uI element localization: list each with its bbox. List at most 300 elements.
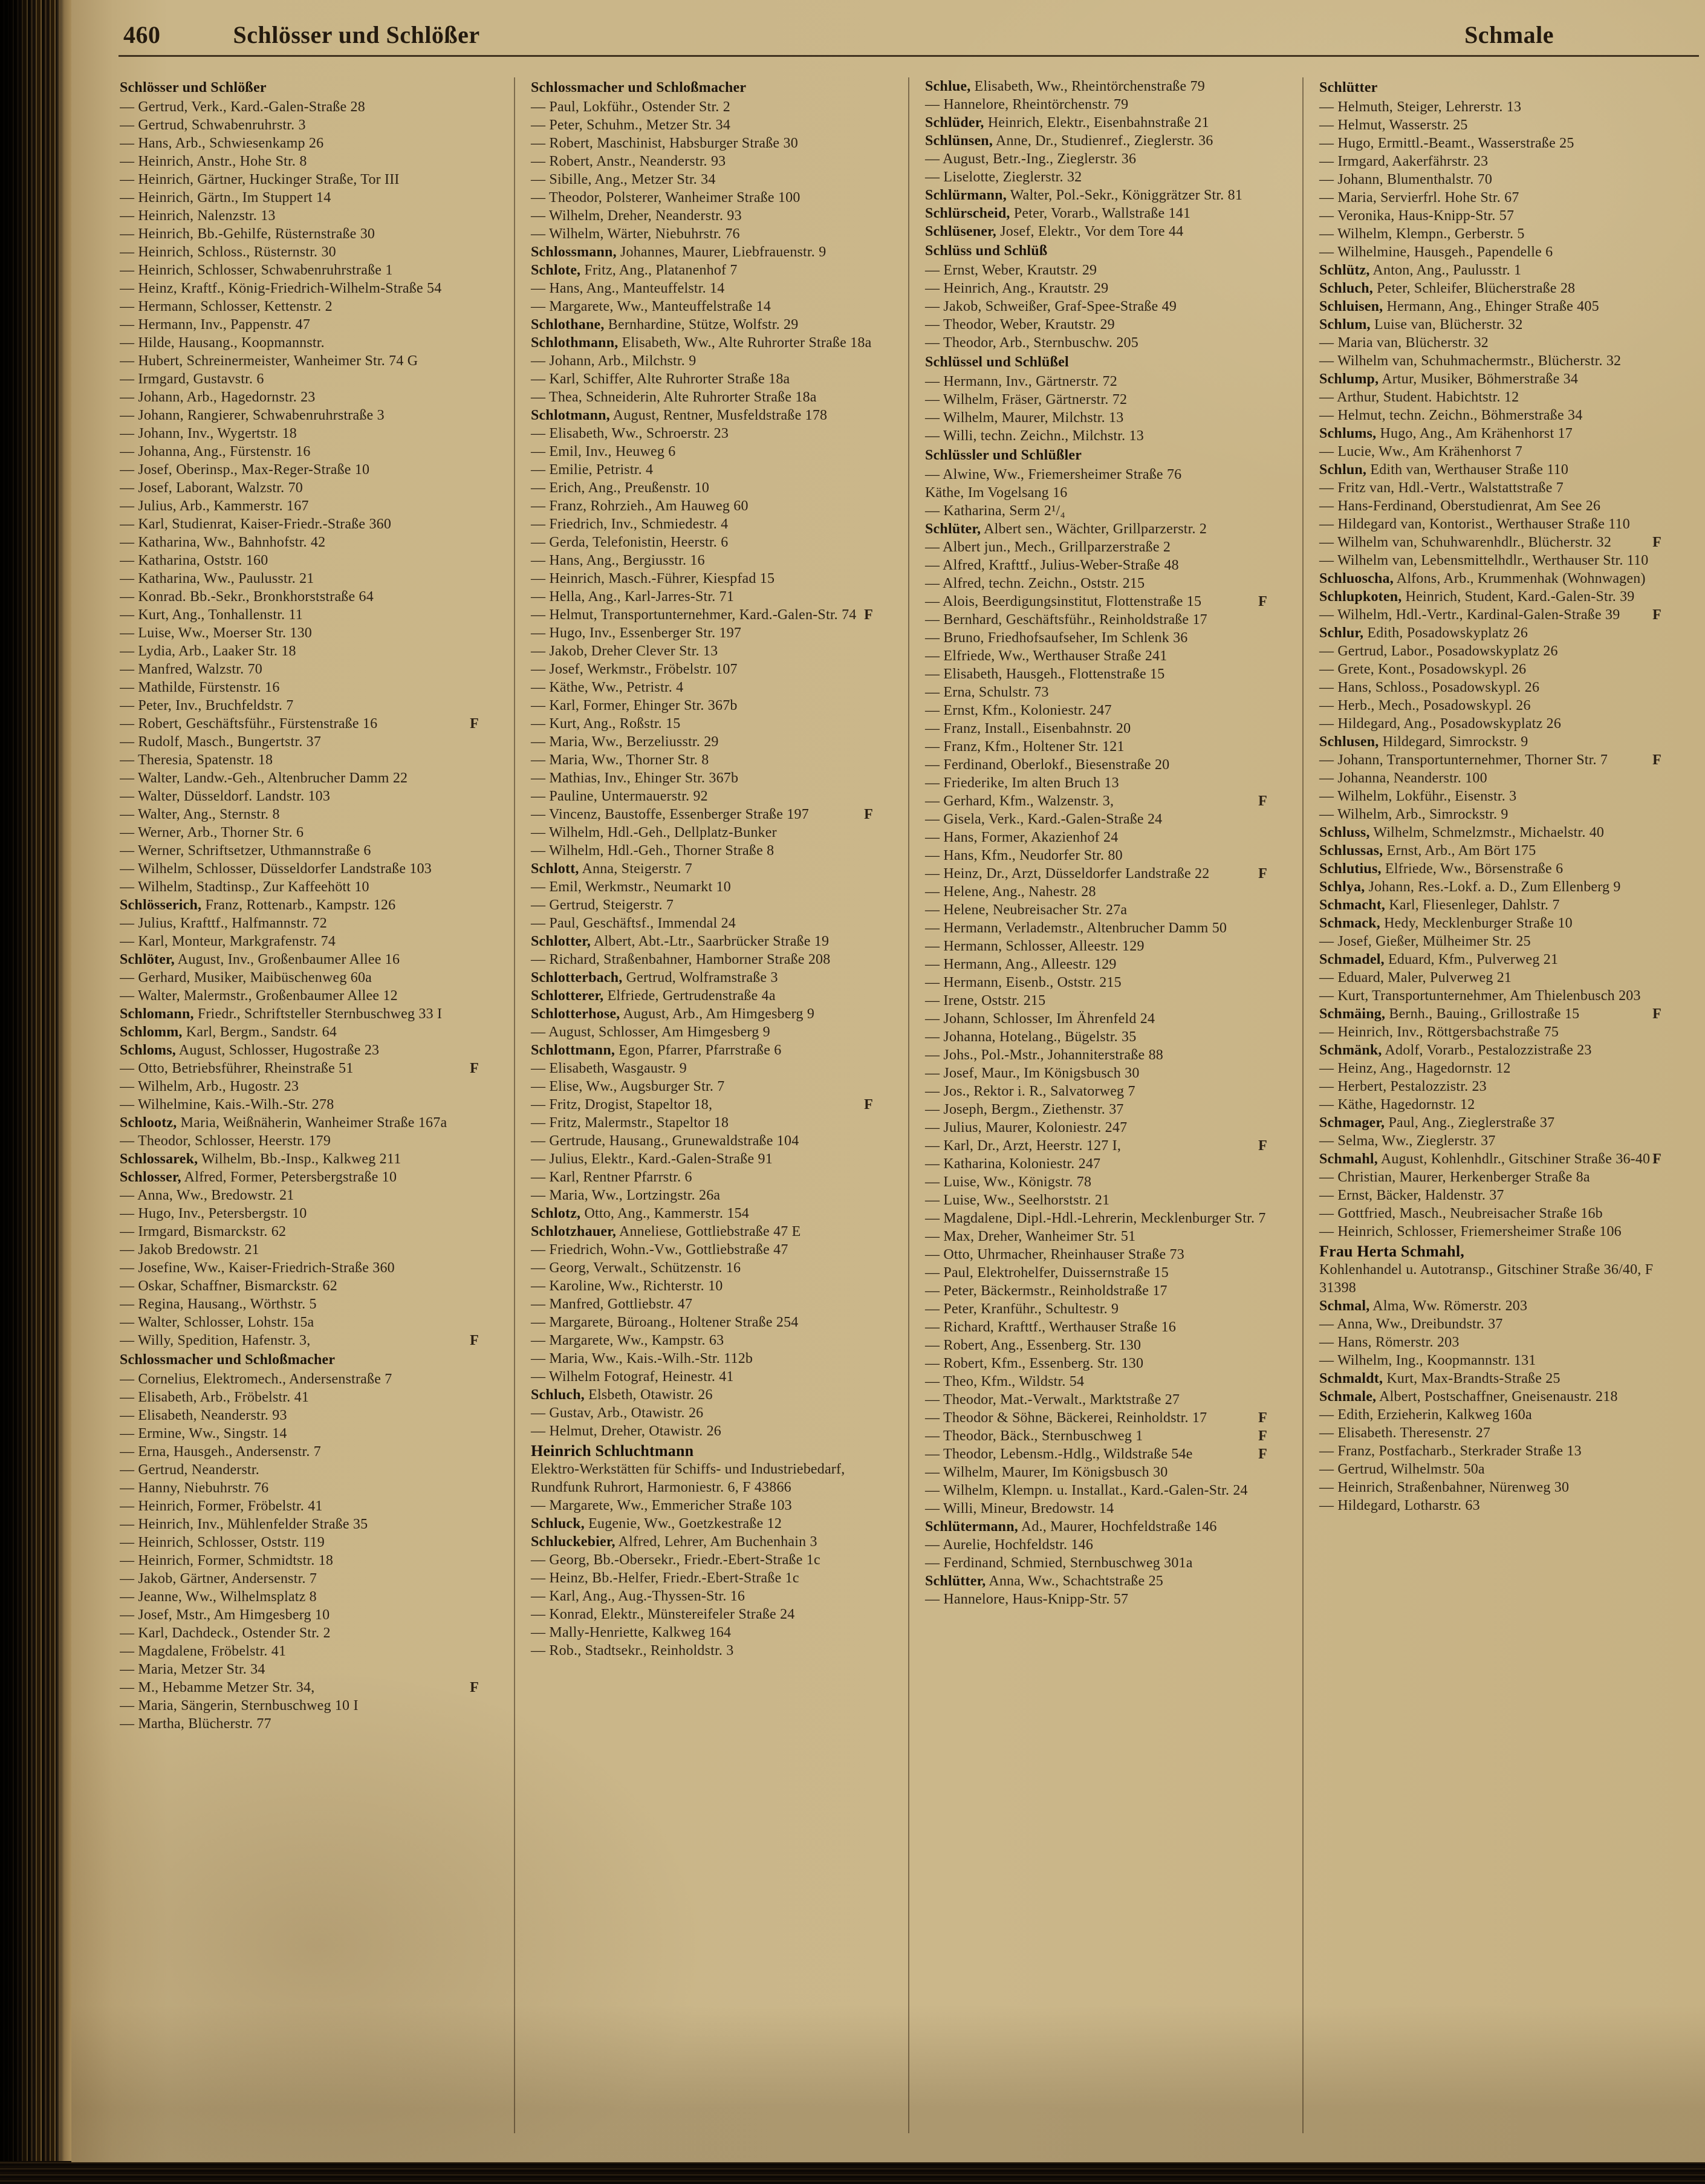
directory-entry: — Margarete, Ww., Manteuffelstraße 14	[531, 299, 771, 314]
directory-entry: — Magdalene, Fröbelstr. 41	[120, 1643, 287, 1659]
directory-entry: Schmale, Albert, Postschaffner, Gneisenaustr. 218	[1319, 1389, 1618, 1405]
directory-entry: — Heinz, Ang., Hagedornstr. 12	[1319, 1061, 1511, 1076]
directory-entry: — Richard, Krafttf., Werthauser Straße 16	[925, 1319, 1177, 1335]
directory-entry: — Hermann, Inv., Pappenstr. 47	[120, 317, 311, 333]
directory-entry: — Helmut, techn. Zeichn., Böhmerstraße 34	[1319, 408, 1583, 423]
directory-entry: — Helene, Ang., Nahestr. 28	[925, 884, 1096, 900]
surname: Schlürscheid,	[925, 206, 1010, 221]
directory-entry: — Theresia, Spatenstr. 18	[120, 752, 273, 768]
column-1	[120, 77, 514, 2133]
telephone-marker: F	[864, 607, 873, 623]
directory-entry: — Otto, Betriebsführer, Rheinstraße 51 F	[120, 1061, 479, 1076]
directory-entry: — Hans, Ang., Manteuffelstr. 14	[531, 281, 725, 296]
directory-entry: — Willi, Mineur, Bredowstr. 14	[925, 1501, 1114, 1516]
directory-entry: — Friedrich, Wohn.-Vw., Gottliebstraße 47	[531, 1242, 788, 1258]
telephone-marker: F	[1258, 1446, 1267, 1462]
directory-entry: — Wilhelm, Maurer, Im Königsbusch 30	[925, 1464, 1168, 1480]
directory-entry: — Erna, Schulstr. 73	[925, 684, 1049, 700]
directory-entry: — Hannelore, Rheintörchenstr. 79	[925, 97, 1129, 112]
directory-entry: — Otto, Uhrmacher, Rheinhauser Straße 73	[925, 1247, 1184, 1263]
directory-entry: Schmal, Alma, Ww. Römerstr. 203	[1319, 1298, 1528, 1314]
directory-entry: — Hans, Ang., Bergiusstr. 16	[531, 553, 705, 568]
surname: Schlum,	[1319, 317, 1371, 333]
directory-entry: — Albert jun., Mech., Grillparzerstraße 2	[925, 539, 1171, 555]
directory-entry: Schluoscha, Alfons, Arb., Krummenhak (Wohnwagen)	[1319, 571, 1646, 587]
book-bottom-page-edges	[0, 2161, 1705, 2184]
telephone-marker: F	[1258, 1410, 1267, 1426]
directory-entry: — Margarete, Ww., Kampstr. 63	[531, 1333, 724, 1348]
directory-entry: — Heinrich, Anstr., Hohe Str. 8	[120, 154, 307, 169]
display-entry-name: Frau Herta Schmahl,	[1319, 1243, 1464, 1260]
telephone-marker: F	[470, 716, 479, 732]
telephone-marker: F	[1258, 1138, 1267, 1154]
surname: Schlüsener,	[925, 224, 997, 239]
directory-entry: — Gertrud, Wilhelmstr. 50a	[1319, 1461, 1485, 1477]
directory-entry: Schlotmann, August, Rentner, Musfeldstraße 178	[531, 408, 828, 423]
directory-entry: Schlott, Anna, Steigerstr. 7	[531, 861, 692, 877]
directory-entry: — Hermann, Inv., Gärtnerstr. 72	[925, 374, 1117, 389]
directory-entry: — Vincenz, Baustoffe, Essenberger Straße 197 F	[531, 807, 873, 822]
directory-entry: — August, Betr.-Ing., Zieglerstr. 36	[925, 151, 1137, 167]
directory-entry: Schlutius, Elfriede, Ww., Börsenstraße 6	[1319, 861, 1564, 877]
directory-entry: Schlotz, Otto, Ang., Kammerstr. 154	[531, 1206, 749, 1221]
directory-entry: — Irene, Oststr. 215	[925, 993, 1046, 1009]
directory-entry: — Jeanne, Ww., Wilhelmsplatz 8	[120, 1589, 317, 1605]
directory-entry: — Julius, Arb., Kammerstr. 167	[120, 498, 309, 514]
directory-entry: — Maria, Ww., Thorner Str. 8	[531, 752, 709, 768]
directory-entry: Schlomm, Karl, Bergm., Sandstr. 64	[120, 1024, 337, 1040]
directory-entry: Schlösserich, Franz, Rottenarb., Kampstr. 126	[120, 897, 396, 913]
directory-entry: — Johann, Arb., Hagedornstr. 23	[120, 389, 316, 405]
directory-entry: — Edith, Erzieherin, Kalkweg 160a	[1319, 1407, 1532, 1423]
directory-entry: — Fritz, Malermstr., Stapeltor 18	[531, 1115, 729, 1131]
directory-entry: — Wilhelm van, Schuhmachermstr., Blücherstr. 32	[1319, 353, 1622, 369]
column-3	[908, 77, 1302, 2133]
surname: Schmacht,	[1319, 897, 1386, 913]
directory-entry: — Gertrud, Verk., Kard.-Galen-Straße 28	[120, 99, 365, 115]
telephone-marker: F	[1652, 752, 1661, 768]
telephone-marker: F	[470, 1680, 479, 1695]
directory-entry: — Wilhelm van, Lebensmittelhdlr., Werthauser Str. 110	[1319, 553, 1649, 568]
directory-entry: — Hubert, Schreinermeister, Wanheimer Str. 74 G	[120, 353, 418, 369]
directory-entry: — Hermann, Eisenb., Oststr. 215	[925, 975, 1122, 990]
directory-entry: — Eduard, Maler, Pulverweg 21	[1319, 970, 1512, 986]
directory-entry: — Franz, Install., Eisenbahnstr. 20	[925, 721, 1131, 736]
directory-entry: Schlüsener, Josef, Elektr., Vor dem Tore 44	[925, 224, 1184, 239]
telephone-marker: F	[1652, 535, 1661, 550]
directory-entry: — Grete, Kont., Posadowskypl. 26	[1319, 661, 1527, 677]
directory-entry: Schlöter, August, Inv., Großenbaumer Allee 16	[120, 952, 400, 967]
directory-entry: — Ferdinand, Oberlokf., Biesenstraße 20	[925, 757, 1170, 773]
directory-entry: — Elisabeth, Wasgaustr. 9	[531, 1061, 687, 1076]
surname-group-header: Schlüssel und Schlüßel	[925, 354, 1069, 370]
surname: Schmäing,	[1319, 1006, 1386, 1022]
directory-entry: Schmager, Paul, Ang., Zieglerstraße 37	[1319, 1115, 1555, 1131]
directory-entry: — Heinrich, Nalenzstr. 13	[120, 208, 276, 224]
directory-entry: — Julius, Maurer, Koloniestr. 247	[925, 1120, 1128, 1136]
directory-entry: — Wilhelm, Hdl.-Geh., Dellplatz-Bunker	[531, 825, 777, 840]
directory-entry: — Peter, Schuhm., Metzer Str. 34	[531, 117, 731, 133]
directory-entry: — Julius, Krafttf., Halfmannstr. 72	[120, 915, 327, 931]
directory-entry: — Franz, Rohrzieh., Am Hauweg 60	[531, 498, 749, 514]
directory-entry: — Magdalene, Dipl.-Hdl.-Lehrerin, Mecklenburger Str. 7	[925, 1211, 1266, 1226]
directory-entry: Schmack, Hedy, Mecklenburger Straße 10	[1319, 915, 1573, 931]
directory-entry: — Franz, Kfm., Holtener Str. 121	[925, 739, 1125, 755]
directory-entry: — Hermann, Verlademstr., Altenbrucher Damm 50	[925, 920, 1227, 936]
directory-entry: — Maria van, Blücherstr. 32	[1319, 335, 1489, 351]
directory-entry: — Hans-Ferdinand, Oberstudienrat, Am See 26	[1319, 498, 1601, 514]
directory-entry: — Gertrud, Labor., Posadowskyplatz 26	[1319, 643, 1558, 659]
directory-entry: — Luise, Ww., Moerser Str. 130	[120, 625, 312, 641]
surname: Schlotterhose,	[531, 1006, 620, 1022]
directory-entry: — Gustav, Arb., Otawistr. 26	[531, 1405, 704, 1421]
directory-entry: — Ernst, Kfm., Koloniestr. 247	[925, 703, 1112, 718]
surname: Schlüter,	[925, 521, 981, 537]
directory-entry: — Manfred, Walzstr. 70	[120, 661, 262, 677]
surname: Schlue,	[925, 79, 971, 94]
directory-entry: — Josef, Maur., Im Königsbusch 30	[925, 1065, 1140, 1081]
directory-entry: — Gerhard, Musiker, Maibüschenweg 60a	[120, 970, 372, 986]
directory-entry: — Theodor, Weber, Krautstr. 29	[925, 317, 1115, 333]
directory-entry: — Heinz, Dr., Arzt, Düsseldorfer Landstraße 22 F	[925, 866, 1267, 882]
directory-entry: — Hugo, Inv., Essenberger Str. 197	[531, 625, 742, 641]
surname: Schluch,	[1319, 281, 1373, 296]
entry-continuation: Kohlenhandel u. Autotransp., Gitschiner Straße 36/40, F 31398	[1319, 1262, 1654, 1296]
directory-entry: — Hans, Schloss., Posadowskypl. 26	[1319, 680, 1540, 695]
directory-entry: — Heinrich, Straßenbahner, Nürenweg 30	[1319, 1480, 1570, 1495]
directory-entry: Schlue, Elisabeth, Ww., Rheintörchenstraße 79	[925, 79, 1205, 94]
directory-entry: — Elisabeth, Hausgeh., Flottenstraße 15	[925, 666, 1165, 682]
directory-entry: — Irmgard, Bismarckstr. 62	[120, 1224, 287, 1240]
directory-entry: — Regina, Hausang., Wörthstr. 5	[120, 1296, 317, 1312]
directory-entry: — Elise, Ww., Augsburger Str. 7	[531, 1079, 725, 1094]
directory-entry: — Helmut, Transportunternehmer, Kard.-Galen-Str. 74 F	[531, 607, 873, 623]
directory-entry: — Ermine, Ww., Singstr. 14	[120, 1426, 287, 1441]
directory-entry: — Karl, Former, Ehinger Str. 367b	[531, 698, 738, 713]
directory-entry: — Hermann, Schlosser, Alleestr. 129	[925, 938, 1145, 954]
directory-entry: Schlum, Luise van, Blücherstr. 32	[1319, 317, 1523, 333]
surname: Schlottmann,	[531, 1042, 615, 1058]
directory-entry: — Emil, Werkmstr., Neumarkt 10	[531, 879, 731, 895]
surname: Schmale,	[1319, 1389, 1377, 1405]
directory-entry: — Maria, Ww., Lortzingstr. 26a	[531, 1188, 721, 1203]
directory-entry: — Cornelius, Elektromech., Andersenstraße 7	[120, 1371, 392, 1387]
surname: Schluch,	[531, 1387, 585, 1403]
directory-entry: — Alois, Beerdigungsinstitut, Flottenstraße 15 F	[925, 594, 1267, 609]
directory-entry: — Herbert, Pestalozzistr. 23	[1319, 1079, 1487, 1094]
surname: Schlotterer,	[531, 988, 604, 1004]
directory-entry: — Pauline, Untermauerstr. 92	[531, 788, 708, 804]
directory-entry: Schloms, August, Schlosser, Hugostraße 23	[120, 1042, 380, 1058]
directory-entry: — Wilhelm, Klempn. u. Installat., Kard.-Galen-Str. 24	[925, 1483, 1248, 1498]
surname-group-header: Schlossmacher und Schloßmacher	[531, 80, 747, 96]
directory-entry: — Johann, Blumenthalstr. 70	[1319, 172, 1493, 187]
entry-continuation: Käthe, Im Vogelsang 16	[925, 485, 1068, 501]
directory-entry: — Theodor, Lebensm.-Hdlg., Wildstraße 54e F	[925, 1446, 1267, 1462]
directory-entry: — Jakob, Schweißer, Graf-Spee-Straße 49	[925, 299, 1177, 314]
surname: Schloms,	[120, 1042, 176, 1058]
directory-entry: — Theodor, Polsterer, Wanheimer Straße 100	[531, 190, 801, 206]
directory-entry: — Karoline, Ww., Richterstr. 10	[531, 1278, 723, 1294]
surname: Schluss,	[1319, 825, 1370, 840]
surname: Schlünsen,	[925, 133, 993, 149]
directory-entry: Schlossarek, Wilhelm, Bb.-Insp., Kalkweg 211	[120, 1151, 401, 1167]
directory-entry: — Arthur, Student. Habichtstr. 12	[1319, 389, 1519, 405]
surname: Schlutius,	[1319, 861, 1382, 877]
directory-entry: — Heinrich, Gärtner, Huckinger Straße, Tor III	[120, 172, 400, 187]
surname: Schlun,	[1319, 462, 1367, 478]
directory-entry: — Wilhelm, Arb., Simrockstr. 9	[1319, 807, 1509, 822]
directory-entry: — Wilhelm, Arb., Hugostr. 23	[120, 1079, 299, 1094]
surname: Schlump,	[1319, 371, 1379, 387]
directory-entry: Schlosser, Alfred, Former, Petersbergstraße 10	[120, 1169, 397, 1185]
directory-entry: — Lydia, Arb., Laaker Str. 18	[120, 643, 296, 659]
directory-entry: Schlottmann, Egon, Pfarrer, Pfarrstraße 6	[531, 1042, 782, 1058]
directory-entry: — Käthe, Hagedornstr. 12	[1319, 1097, 1475, 1113]
directory-entry: — Irmgard, Aakerfährstr. 23	[1319, 154, 1489, 169]
directory-entry: Schlütermann, Ad., Maurer, Hochfeldstraße 146	[925, 1519, 1217, 1535]
directory-entry: — Georg, Bb.-Obersekr., Friedr.-Ebert-Straße 1c	[531, 1552, 820, 1568]
surname: Schlupkoten,	[1319, 589, 1402, 605]
directory-entry: — Thea, Schneiderin, Alte Ruhrorter Straße 18a	[531, 389, 817, 405]
directory-entry: — Peter, Inv., Bruchfeldstr. 7	[120, 698, 294, 713]
surname: Schmaldt,	[1319, 1371, 1383, 1386]
directory-entry: — Johann, Schlosser, Im Ährenfeld 24	[925, 1011, 1155, 1027]
directory-entry: — Helene, Neubreisacher Str. 27a	[925, 902, 1128, 918]
directory-entry: — Walter, Ang., Sternstr. 8	[120, 807, 280, 822]
directory-entry: — Heinrich, Masch.-Führer, Kiespfad 15	[531, 571, 775, 587]
directory-entry: — Josef, Laborant, Walzstr. 70	[120, 480, 303, 496]
directory-entry: — Hildegard, Ang., Posadowskyplatz 26	[1319, 716, 1562, 732]
directory-entry: — Elisabeth. Theresenstr. 27	[1319, 1425, 1491, 1441]
directory-entry: Schlotter, Albert, Abt.-Ltr., Saarbrücker Straße 19	[531, 934, 830, 949]
directory-entry: — Hugo, Inv., Petersbergstr. 10	[120, 1206, 307, 1221]
directory-entry: — Maria, Metzer Str. 34	[120, 1662, 265, 1677]
directory-entry: Schlürmann, Walter, Pol.-Sekr., Königgrätzer Str. 81	[925, 187, 1243, 203]
directory-entry: — Heinrich, Former, Schmidtstr. 18	[120, 1553, 334, 1568]
directory-entry: — Karl, Monteur, Markgrafenstr. 74	[120, 934, 336, 949]
directory-entry: — Johann, Arb., Milchstr. 9	[531, 353, 697, 369]
directory-entry: — Gerda, Telefonistin, Heerstr. 6	[531, 535, 729, 550]
directory-columns	[120, 77, 1697, 2133]
directory-entry: — Wilhelm, Wärter, Niebuhrstr. 76	[531, 226, 740, 242]
surname: Schlotter,	[531, 934, 591, 949]
directory-entry: — Heinrich, Ang., Krautstr. 29	[925, 281, 1109, 296]
directory-entry: — Wilhelm, Dreher, Neanderstr. 93	[531, 208, 742, 224]
directory-entry: — Paul, Elektrohelfer, Duissernstraße 15	[925, 1265, 1169, 1281]
directory-entry: — Karl, Dr., Arzt, Heerstr. 127 I, F	[925, 1138, 1267, 1154]
surname: Schlossmann,	[531, 244, 617, 260]
directory-entry: Schlüder, Heinrich, Elektr., Eisenbahnstraße 21	[925, 115, 1209, 131]
directory-entry: Schlotterhose, August, Arb., Am Himgesberg 9	[531, 1006, 815, 1022]
directory-entry: — Maria, Servierfrl. Hohe Str. 67	[1319, 190, 1519, 206]
paper	[71, 0, 1705, 2162]
directory-entry: — Theodor, Arb., Sternbuschw. 205	[925, 335, 1138, 351]
directory-entry: — Werner, Schriftsetzer, Uthmannstraße 6	[120, 843, 371, 859]
directory-entry: — Gertrude, Hausang., Grunewaldstraße 104	[531, 1133, 799, 1149]
directory-entry: — Theodor, Bäck., Sternbuschweg 1 F	[925, 1428, 1267, 1444]
directory-entry: — Rudolf, Masch., Bungertstr. 37	[120, 734, 322, 750]
directory-entry: — Karl, Dachdeck., Ostender Str. 2	[120, 1625, 331, 1641]
directory-entry: — Karl, Rentner Pfarrstr. 6	[531, 1169, 692, 1185]
directory-entry: Schlütter, Anna, Ww., Schachtstraße 25	[925, 1573, 1163, 1589]
directory-entry: Schlootz, Maria, Weißnäherin, Wanheimer Straße 167a	[120, 1115, 447, 1131]
directory-entry: — Willi, techn. Zeichn., Milchstr. 13	[925, 428, 1144, 444]
page-number: 460	[123, 21, 161, 48]
directory-entry: Schluisen, Hermann, Ang., Ehinger Straße 405	[1319, 299, 1599, 314]
surname: Schlossarek,	[120, 1151, 198, 1167]
directory-entry: — Max, Dreher, Wanheimer Str. 51	[925, 1229, 1136, 1244]
directory-entry: — Friedrich, Inv., Schmiedestr. 4	[531, 516, 729, 532]
surname: Schlussas,	[1319, 843, 1383, 859]
directory-entry: — Wilhelm Fotograf, Heinestr. 41	[531, 1369, 734, 1385]
directory-entry: — Elfriede, Ww., Werthauser Straße 241	[925, 648, 1168, 664]
directory-entry: — Oskar, Schaffner, Bismarckstr. 62	[120, 1278, 337, 1294]
directory-entry: — Hans, Arb., Schwiesenkamp 26	[120, 135, 324, 151]
directory-entry: Schlote, Fritz, Ang., Platanenhof 7	[531, 262, 738, 278]
directory-entry: — Wilhelmine, Kais.-Wilh.-Str. 278	[120, 1097, 334, 1113]
surname: Schlott,	[531, 861, 579, 877]
surname: Schlums,	[1319, 426, 1377, 441]
directory-entry: — Hildegard, Lotharstr. 63	[1319, 1498, 1480, 1513]
directory-entry: — M., Hebamme Metzer Str. 34, F	[120, 1680, 479, 1695]
directory-entry: — Josefine, Ww., Kaiser-Friedrich-Straße 360	[120, 1260, 395, 1276]
telephone-marker: F	[1258, 866, 1267, 882]
telephone-marker: F	[1652, 1006, 1661, 1022]
directory-entry: — Johann, Rangierer, Schwabenruhrstraße 3	[120, 408, 385, 423]
surname: Schlote,	[531, 262, 581, 278]
book-spine-page-edges	[0, 0, 71, 2184]
directory-entry: — Wilhelm, Schlosser, Düsseldorfer Landstraße 103	[120, 861, 432, 877]
directory-entry: — Hermann, Schlosser, Kettenstr. 2	[120, 299, 333, 314]
surname-group-header: Schlütter	[1319, 80, 1378, 96]
directory-entry: — Hildegard van, Kontorist., Werthauser Straße 110	[1319, 516, 1630, 532]
directory-entry: Schlun, Edith van, Werthauser Straße 110	[1319, 462, 1569, 478]
directory-entry: — Luise, Ww., Seelhorststr. 21	[925, 1192, 1110, 1208]
surname: Schlothmann,	[531, 335, 619, 351]
directory-entry: — Walter, Düsseldorf. Landstr. 103	[120, 788, 331, 804]
directory-entry: — Julius, Elektr., Kard.-Galen-Straße 91	[531, 1151, 773, 1167]
directory-entry: — Friederike, Im alten Bruch 13	[925, 775, 1119, 791]
column-2	[514, 77, 908, 2133]
surname: Schlütter,	[925, 1573, 986, 1589]
directory-entry: — Katharina, Oststr. 160	[120, 553, 268, 568]
directory-entry: — Wilhelmine, Hausgeh., Papendelle 6	[1319, 244, 1553, 260]
directory-entry: — Gertrud, Steigerstr. 7	[531, 897, 674, 913]
directory-entry: — Heinrich, Inv., Mühlenfelder Straße 35	[120, 1516, 368, 1532]
directory-entry: — Jos., Rektor i. R., Salvatorweg 7	[925, 1084, 1135, 1099]
directory-entry: Schlusen, Hildegard, Simrockstr. 9	[1319, 734, 1528, 750]
directory-entry: Schmacht, Karl, Fliesenleger, Dahlstr. 7	[1319, 897, 1560, 913]
directory-entry: — Ernst, Bäcker, Haldenstr. 37	[1319, 1188, 1504, 1203]
directory-entry: — Josef, Gießer, Mülheimer Str. 25	[1319, 934, 1531, 949]
directory-entry: — Mathilde, Fürstenstr. 16	[120, 680, 280, 695]
directory-entry: — Heinrich, Inv., Röttgersbachstraße 75	[1319, 1024, 1559, 1040]
surname: Schlüder,	[925, 115, 984, 131]
directory-entry: — Hilde, Hausang., Koopmannstr.	[120, 335, 325, 351]
directory-entry: — Helmut, Wasserstr. 25	[1319, 117, 1468, 133]
directory-entry: — Walter, Malermstr., Großenbaumer Allee 12	[120, 988, 398, 1004]
directory-entry: Schlump, Artur, Musiker, Böhmerstraße 34	[1319, 371, 1579, 387]
directory-entry: Schmahl, August, Kohlenhdlr., Gitschiner Straße 36-40 F	[1319, 1151, 1661, 1167]
surname: Schmänk,	[1319, 1042, 1382, 1058]
directory-entry: — Christian, Maurer, Herkenberger Straße 8a	[1319, 1169, 1590, 1185]
directory-entry: — Joseph, Bergm., Ziethenstr. 37	[925, 1102, 1124, 1117]
page-header	[71, 0, 1705, 49]
directory-entry: — Alfred, techn. Zeichn., Oststr. 215	[925, 576, 1145, 591]
directory-entry: Schlütz, Anton, Ang., Paulusstr. 1	[1319, 262, 1522, 278]
directory-entry: — Hans, Kfm., Neudorfer Str. 80	[925, 848, 1123, 863]
directory-entry: — Helmut, Dreher, Otawistr. 26	[531, 1423, 721, 1439]
directory-entry: — Gottfried, Masch., Neubreisacher Straße 16b	[1319, 1206, 1603, 1221]
directory-entry: Schlothmann, Elisabeth, Ww., Alte Ruhrorter Straße 18a	[531, 335, 872, 351]
directory-entry: — Martha, Blücherstr. 77	[120, 1716, 271, 1732]
directory-entry: — Heinz, Bb.-Helfer, Friedr.-Ebert-Straße 1c	[531, 1570, 799, 1586]
directory-entry: — Emil, Inv., Heuweg 6	[531, 444, 676, 460]
directory-entry: — Gertrud, Neanderstr.	[120, 1462, 259, 1478]
directory-entry: Schlussas, Ernst, Arb., Am Bört 175	[1319, 843, 1536, 859]
directory-entry: Schlossmann, Johannes, Maurer, Liebfrauenstr. 9	[531, 244, 827, 260]
directory-entry: — Irmgard, Gustavstr. 6	[120, 371, 264, 387]
directory-entry: — Paul, Lokführ., Ostender Str. 2	[531, 99, 730, 115]
directory-entry: — Robert, Maschinist, Habsburger Straße 30	[531, 135, 798, 151]
directory-entry: — Fritz, Drogist, Stapeltor 18, F	[531, 1097, 873, 1113]
directory-entry: — Mally-Henriette, Kalkweg 164	[531, 1625, 732, 1640]
directory-entry: — Bernhard, Geschäftsführ., Reinholdstraße 17	[925, 612, 1207, 628]
directory-entry: — Johann, Transportunternehmer, Thorner Str. 7 F	[1319, 752, 1661, 768]
directory-entry: — Peter, Bäckermstr., Reinholdstraße 17	[925, 1283, 1168, 1299]
directory-entry: Schlums, Hugo, Ang., Am Krähenhorst 17	[1319, 426, 1573, 441]
telephone-marker: F	[1258, 1428, 1267, 1444]
running-header-left: Schlösser und Schlößer	[233, 21, 480, 48]
surname: Schluisen,	[1319, 299, 1383, 314]
directory-entry: — Elisabeth, Neanderstr. 93	[120, 1408, 287, 1423]
directory-entry: — Lucie, Ww., Am Krähenhorst 7	[1319, 444, 1522, 460]
directory-entry: — Franz, Postfacharb., Sterkrader Straße 13	[1319, 1443, 1582, 1459]
directory-entry: — Theodor & Söhne, Bäckerei, Reinholdstr. 17 F	[925, 1410, 1267, 1426]
surname: Schmal,	[1319, 1298, 1370, 1314]
directory-entry: — Wilhelm, Ing., Koopmannstr. 131	[1319, 1353, 1536, 1368]
directory-entry: — Hugo, Ermittl.-Beamt., Wasserstraße 25	[1319, 135, 1574, 151]
surname: Schlösserich,	[120, 897, 202, 913]
directory-entry: — Ernst, Weber, Krautstr. 29	[925, 262, 1097, 278]
directory-entry: — Jakob, Gärtner, Andersenstr. 7	[120, 1571, 317, 1587]
directory-entry: — Robert, Anstr., Neanderstr. 93	[531, 154, 726, 169]
directory-entry: — Katharina, Ww., Paulusstr. 21	[120, 571, 314, 587]
directory-entry: — Wilhelm, Klempn., Gerberstr. 5	[1319, 226, 1525, 242]
directory-entry: — Wilhelm, Hdl.-Vertr., Kardinal-Galen-Straße 39 F	[1319, 607, 1661, 623]
directory-entry: — Katharina, Serm 2¹/₄	[925, 503, 1065, 519]
directory-entry: — Johanna, Neanderstr. 100	[1319, 770, 1487, 786]
surname-group-header: Schlüssler und Schlüßler	[925, 447, 1082, 463]
surname: Schlotz,	[531, 1206, 581, 1221]
directory-entry: — Wilhelm, Hdl.-Geh., Thorner Straße 8	[531, 843, 775, 859]
directory-entry: — Theo, Kfm., Wildstr. 54	[925, 1374, 1085, 1389]
directory-entry: — Heinrich, Schlosser, Friemersheimer Straße 106	[1319, 1224, 1622, 1240]
directory-entry: Schlürscheid, Peter, Vorarb., Wallstraße 141	[925, 206, 1191, 221]
directory-entry: Schlur, Edith, Posadowskyplatz 26	[1319, 625, 1528, 641]
directory-entry: — Liselotte, Zieglerstr. 32	[925, 169, 1082, 185]
directory-entry: — Helmuth, Steiger, Lehrerstr. 13	[1319, 99, 1522, 115]
surname: Schlur,	[1319, 625, 1364, 641]
surname: Schmager,	[1319, 1115, 1385, 1131]
surname: Schlomann,	[120, 1006, 194, 1022]
telephone-marker: F	[470, 1333, 479, 1348]
directory-entry: Schmänk, Adolf, Vorarb., Pestalozzistraße 23	[1319, 1042, 1592, 1058]
directory-entry: Schlotterbach, Gertrud, Wolframstraße 3	[531, 970, 778, 986]
directory-entry: — Konrad. Bb.-Sekr., Bronkhorststraße 64	[120, 589, 374, 605]
directory-entry: — Heinrich, Bb.-Gehilfe, Rüsternstraße 30	[120, 226, 375, 242]
